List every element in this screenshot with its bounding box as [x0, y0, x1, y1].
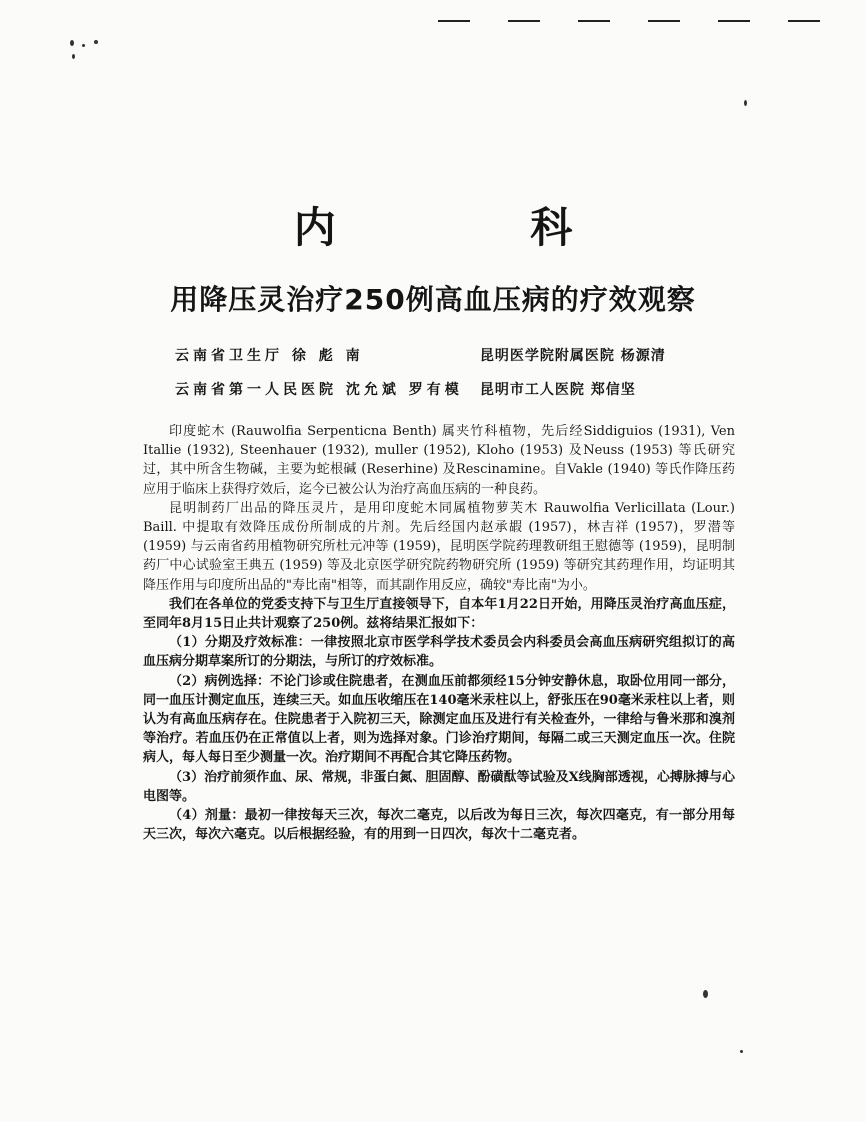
scan-speck: [70, 40, 74, 46]
top-rule-segment: [438, 20, 470, 22]
top-rule-segment: [718, 20, 750, 22]
author-affiliation: 昆明医学院附属医院 杨源清: [479, 348, 666, 364]
section-heading: 内 科: [293, 203, 663, 252]
scan-speck: [740, 1050, 743, 1053]
scan-speck: [703, 990, 708, 998]
body-paragraph: （4）剂量：最初一律按每天三次，每次二毫克，以后改为每日三次，每次四毫克，有一部分用每天三次，每次六毫克。以后根据经验，有的用到一日四次，每次十二毫克者。: [143, 808, 735, 843]
top-rule-segment: [508, 20, 540, 22]
scan-speck: [94, 40, 98, 44]
body-paragraph: （3）治疗前须作血、尿、常规，非蛋白氮、胆固醇、酚磺酞等试验及X线胸部透视，心搏脉搏与心电图等。: [143, 769, 735, 804]
body-paragraph: 印度蛇木 (Rauwolfia Serpenticna Benth) 属夹竹科植物，先后经Siddiguios (1931), Ven Itallie (1932), Steenhauer (1932), muller (1952), Kloho (1953) 及Neuss (1953) 等氏研究过，其中所含生物碱，主要为蛇根碱 (Reserhine) 及Rescinamine。自Vakle (1940) 等氏作降压药应用于临床上获得疗效后，迄今已被公认为治疗高血压病的一种良药。: [143, 424, 735, 497]
article-title: 用降压灵治疗250例高血压病的疗效观察: [170, 283, 696, 316]
author-row: [175, 346, 735, 366]
author-row: [175, 380, 735, 400]
article-body: [143, 422, 735, 844]
scan-speck: [744, 100, 747, 106]
top-rule-segment: [578, 20, 610, 22]
author-affiliation: 云南省第一人民医院 沈允斌 罗有模: [175, 382, 463, 398]
top-rule-segment: [648, 20, 680, 22]
author-affiliation: 云南省卫生厅 徐 彪 南: [175, 348, 364, 364]
scan-speck: [82, 44, 85, 47]
body-paragraph: （1）分期及疗效标准：一律按照北京市医学科学技术委员会内科委员会高血压病研究组拟订的高血压病分期草案所订的分期法，与所订的疗效标准。: [143, 635, 735, 670]
author-affiliation: 昆明市工人医院 郑信坚: [479, 382, 636, 398]
body-paragraph: （2）病例选择：不论门诊或住院患者，在测血压前都须经15分钟安静休息，取卧位用同一部分，同一血压计测定血压，连续三天。如血压收缩压在140毫米汞柱以上，舒张压在90毫米汞柱以上者，则认为有高血压病存在。住院患者于入院初三天，除测定血压及进行有关检查外，一律给与鲁米那和溴剂等治疗。若血压仍在正常值以上者，则为选择对象。门诊治疗期间，每隔二或三天测定血压一次。住院病人，每人每日至少测量一次。治疗期间不再配合其它降压药物。: [143, 673, 735, 766]
body-paragraph: 昆明制药厂出品的降压灵片，是用印度蛇木同属植物萝芙木 Rauwolfia Verlicillata (Lour.) Baill. 中提取有效降压成份所制成的片剂。先后经国内赵承嘏 (1957)，林吉祥 (1957)，罗潜等 (1959) 与云南省药用植物研究所杜元冲等 (1959)，昆明医学院药理教研组王慰德等 (1959)，昆明制药厂中心试验室王典五 (1959) 等及北京医学研究院药物研究所 (1959) 等研究其药理作用，均证明其降压作用与印度所出品的"寿比南"相等，而其副作用反应，确较"寿比南"为小。: [143, 500, 735, 593]
top-rule-segment: [788, 20, 820, 22]
body-paragraph: 我们在各单位的党委支持下与卫生厅直接领导下，自本年1月22日开始，用降压灵治疗高血压症，至同年8月15日止共计观察了250例。兹将结果汇报如下：: [143, 596, 735, 632]
scan-speck: [72, 54, 75, 59]
